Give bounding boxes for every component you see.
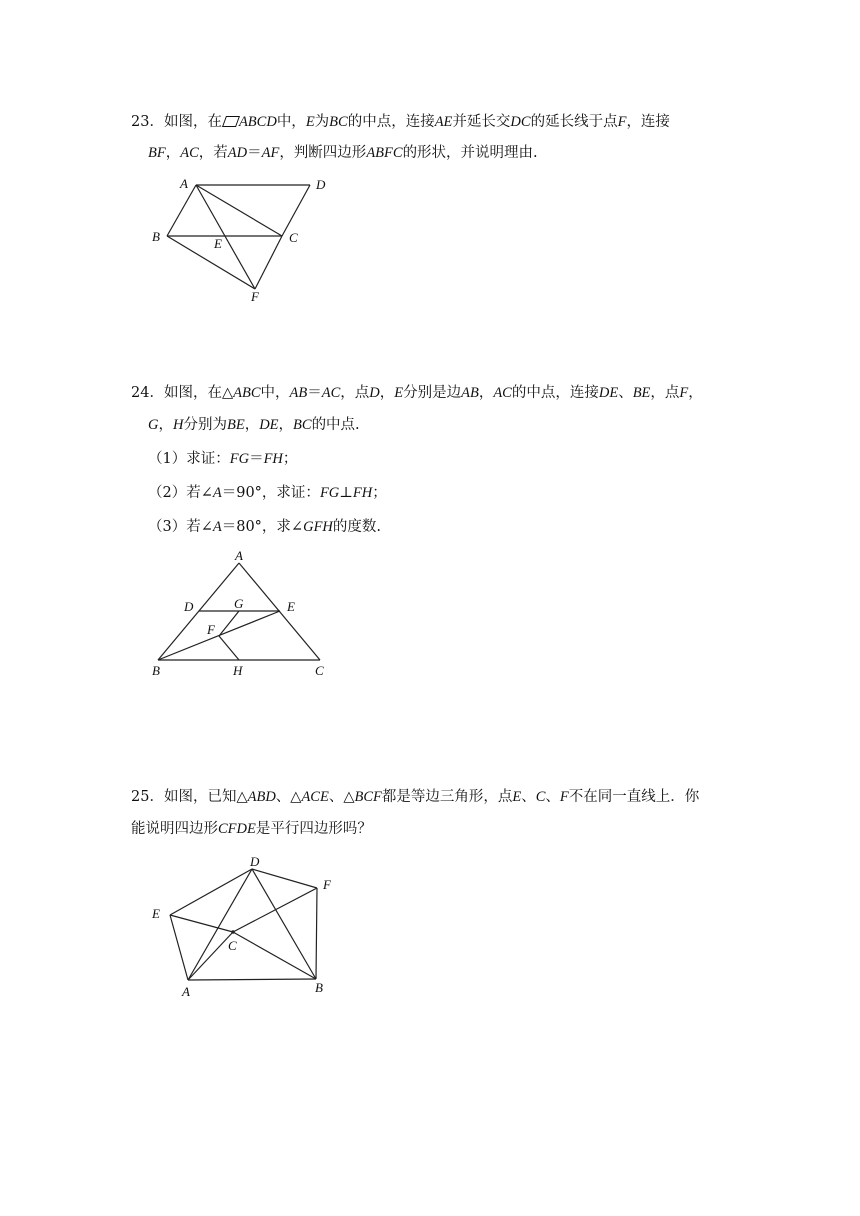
q24-label-e: E (287, 599, 295, 614)
q24-label-a: A (235, 548, 243, 563)
q25-label-d: D (250, 854, 260, 869)
q23-label-e: E (214, 236, 222, 251)
q24-label-h: H (233, 663, 243, 678)
q23-label-c: C (289, 230, 298, 245)
q25-label-e: E (152, 906, 160, 921)
q23-label-b: B (152, 229, 160, 244)
q24-label-c: C (315, 663, 324, 678)
q24-label-g: G (234, 596, 244, 611)
q24-label-f: F (207, 622, 215, 637)
q24-line1: 24．如图，在△ABC中，AB＝AC，点D，E分别是边AB，AC的中点，连接DE、BE，点F， (131, 385, 703, 401)
q25-line1: 25．如图，已知△ABD、△ACE、△BCF都是等边三角形，点E、C、F不在同一直线上．你 (131, 789, 700, 805)
q25-label-a: A (182, 984, 190, 999)
q24-label-d: D (184, 599, 194, 614)
q25-label-f: F (323, 877, 331, 892)
q25-line2: 能说明四边形CFDE是平行四边形吗？ (131, 821, 372, 837)
q23-line1: 23．如图，在 ABCD中，E为BC的中点，连接AE并延长交DC的延长线于点F，连接 (131, 114, 670, 130)
q24-sub3: （3）若∠A＝80°，求∠GFH的度数. (148, 519, 382, 535)
q24-label-b: B (152, 663, 160, 678)
q24-sub1: （1）求证：FG＝FH； (148, 451, 298, 467)
q24-line2: G，H分别为BE，DE，BC的中点. (148, 417, 360, 433)
q25-figure-lines (170, 869, 317, 980)
q23-label-a: A (180, 176, 188, 191)
q24-sub2: （2）若∠A＝90°，求证：FG⊥FH； (148, 485, 387, 501)
q23-label-f: F (251, 289, 259, 304)
q23-label-d: D (316, 177, 326, 192)
q25-label-b: B (315, 980, 323, 995)
q25-label-c: C (228, 938, 237, 953)
q23-line2: BF，AC，若AD＝AF，判断四边形ABFC的形状，并说明理由. (148, 145, 538, 161)
